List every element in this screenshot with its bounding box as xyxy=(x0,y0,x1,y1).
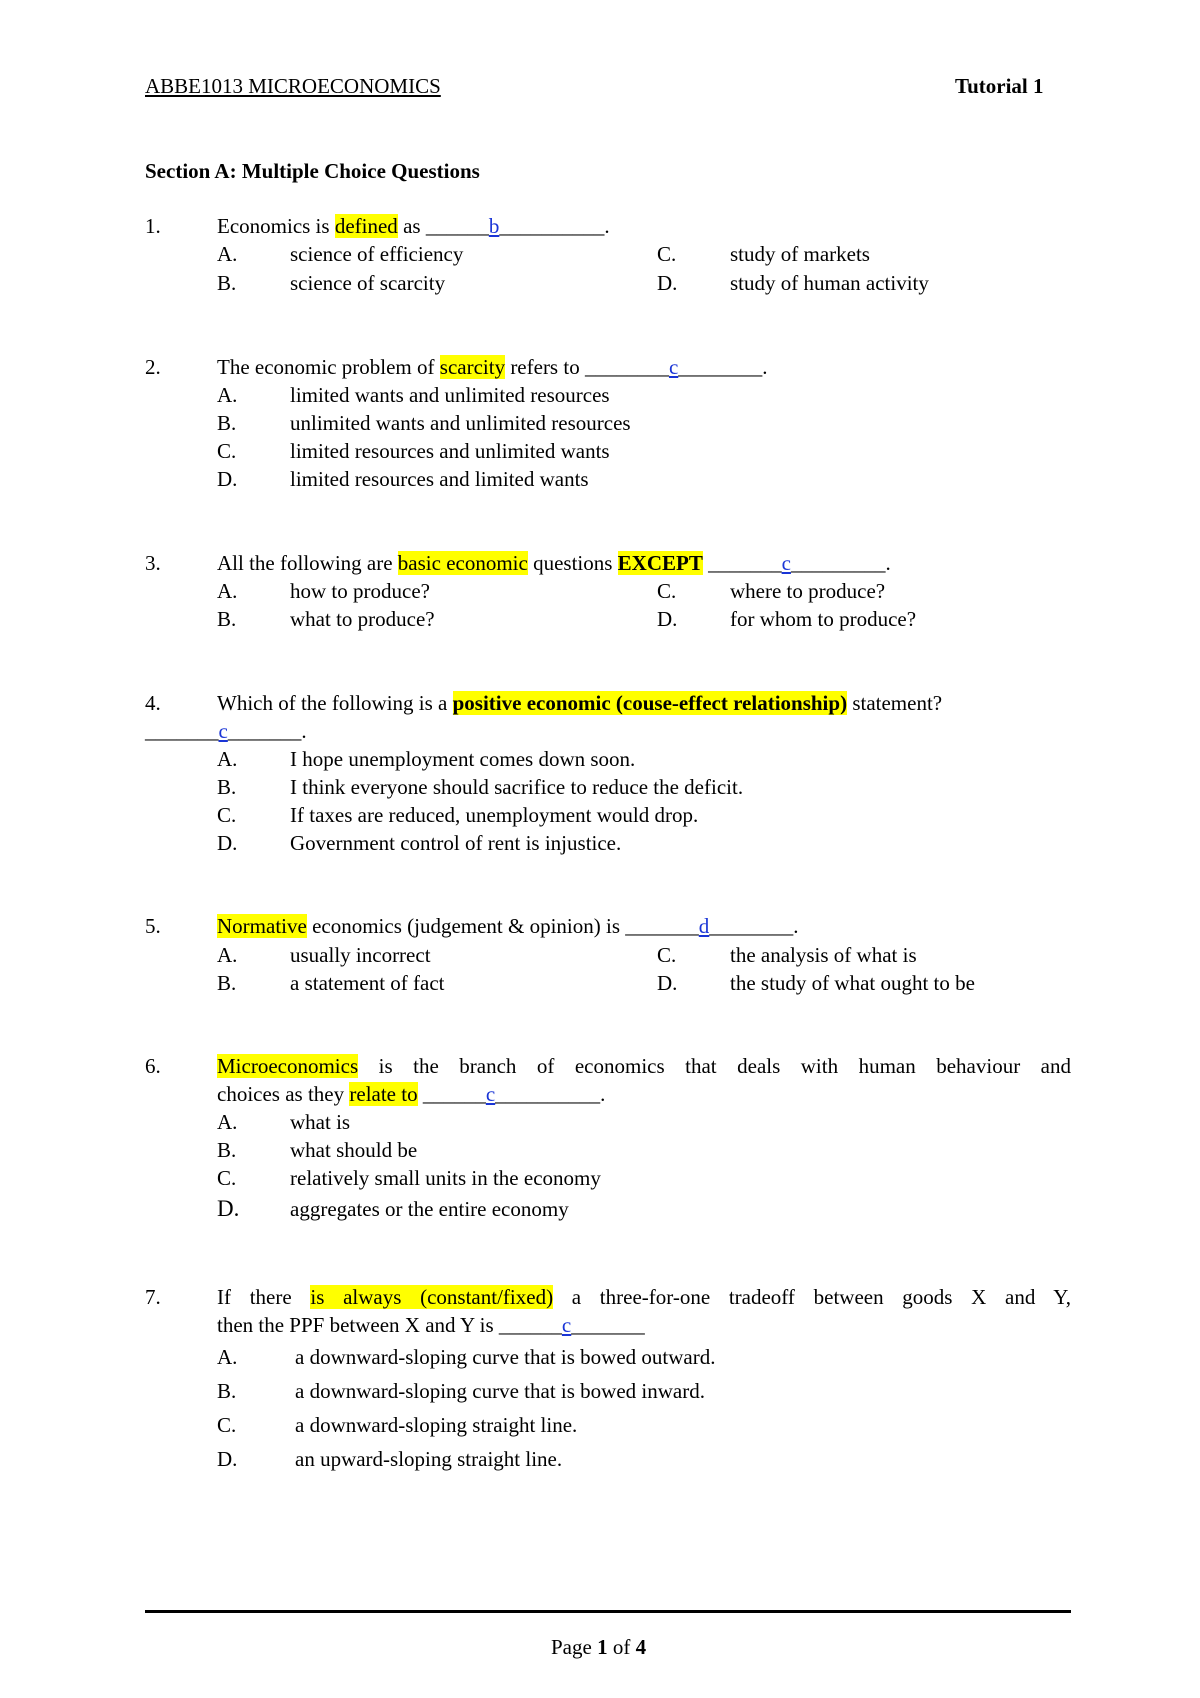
option-letter: D. xyxy=(217,1196,240,1221)
answer-blank: ________ xyxy=(678,355,763,379)
option-letter: B. xyxy=(217,1379,237,1403)
option-text: what should be xyxy=(290,1138,418,1162)
answer-blank: ______ xyxy=(417,1082,486,1106)
option-letter: B. xyxy=(217,607,237,631)
highlight: Microeconomics xyxy=(217,1054,359,1078)
total-pages: 4 xyxy=(635,1635,647,1659)
question-stem xyxy=(217,690,942,716)
option-letter: A. xyxy=(217,943,238,967)
answer-blank: _______ xyxy=(625,914,699,938)
answer-blank: ________ xyxy=(584,355,669,379)
highlight: scarcity xyxy=(439,355,506,379)
option-letter: D. xyxy=(217,831,238,855)
answer-blank: __________ xyxy=(495,1082,601,1106)
option-letter: C. xyxy=(657,242,677,266)
answer-blank: __________ xyxy=(499,214,605,238)
question-stem xyxy=(217,354,768,380)
stem-text: All the following are xyxy=(217,551,398,575)
stem-text: . xyxy=(793,914,799,938)
question-stem xyxy=(217,1284,1071,1310)
answer-blank: ______ xyxy=(498,1313,562,1337)
stem-text: . xyxy=(600,1082,606,1106)
stem-text: a three-for-one tradeoff between goods X and Y, xyxy=(553,1285,1071,1309)
answer: b xyxy=(488,214,500,238)
of-label: of xyxy=(607,1635,636,1659)
option-letter: B. xyxy=(217,775,237,799)
option-letter: C. xyxy=(657,579,677,603)
answer-blank: _________ xyxy=(790,551,886,575)
option-text: the analysis of what is xyxy=(730,943,917,967)
answer-blank: ________ xyxy=(709,914,794,938)
highlight: EXCEPT xyxy=(617,551,703,575)
option-text: limited wants and unlimited resources xyxy=(290,383,610,407)
stem-text: questions xyxy=(527,551,618,575)
question-number: 7. xyxy=(145,1285,161,1309)
highlight: is always (constant/fixed) xyxy=(310,1285,554,1309)
question-stem xyxy=(217,213,610,239)
current-page: 1 xyxy=(597,1635,608,1659)
option-text: limited resources and unlimited wants xyxy=(290,439,610,463)
option-letter: D. xyxy=(217,467,238,491)
stem-text: economics (judgement & opinion) is xyxy=(306,914,626,938)
question-stem-line-2 xyxy=(217,1312,645,1338)
option-letter: A. xyxy=(217,1110,238,1134)
option-letter: A. xyxy=(217,383,238,407)
highlight: relate to xyxy=(349,1082,418,1106)
footer-rule xyxy=(145,1610,1071,1613)
option-text: limited resources and limited wants xyxy=(290,467,589,491)
stem-text: statement? xyxy=(847,691,943,715)
stem-text: choices as they xyxy=(217,1082,350,1106)
option-letter: C. xyxy=(657,943,677,967)
option-text: how to produce? xyxy=(290,579,430,603)
option-letter: B. xyxy=(217,971,237,995)
answer: c xyxy=(561,1313,572,1337)
stem-text: . xyxy=(885,551,891,575)
option-letter: A. xyxy=(217,1345,238,1369)
option-text: usually incorrect xyxy=(290,943,431,967)
stem-text: Economics is xyxy=(217,214,335,238)
question-number: 5. xyxy=(145,914,161,938)
answer-blank: _______ xyxy=(702,551,782,575)
option-letter: A. xyxy=(217,747,238,771)
option-letter: C. xyxy=(217,1413,237,1437)
option-letter: B. xyxy=(217,411,237,435)
option-text: an upward-sloping straight line. xyxy=(295,1447,563,1471)
page-label: Page xyxy=(551,1635,598,1659)
answer-line xyxy=(145,718,307,744)
option-letter: A. xyxy=(217,579,238,603)
highlight: Normative xyxy=(217,914,307,938)
option-text: If taxes are reduced, unemployment would drop. xyxy=(290,803,699,827)
option-text: relatively small units in the economy xyxy=(290,1166,601,1190)
option-letter: B. xyxy=(217,271,237,295)
question-stem xyxy=(217,550,891,576)
option-text: study of human activity xyxy=(730,271,929,295)
option-letter: A. xyxy=(217,242,238,266)
course-title: ABBE1013 MICROECONOMICS xyxy=(145,74,441,98)
section-title: Section A: Multiple Choice Questions xyxy=(145,159,480,183)
option-text: aggregates or the entire economy xyxy=(290,1197,569,1221)
option-letter: B. xyxy=(217,1138,237,1162)
stem-text: as xyxy=(397,214,426,238)
question-stem xyxy=(217,1053,1071,1079)
option-letter: D. xyxy=(657,607,678,631)
question-number: 6. xyxy=(145,1054,161,1078)
question-number: 4. xyxy=(145,691,161,715)
option-text: science of scarcity xyxy=(290,271,446,295)
stem-text: The economic problem of xyxy=(217,355,440,379)
option-text: where to produce? xyxy=(730,579,886,603)
stem-text: refers to xyxy=(505,355,585,379)
stem-text: then the PPF between X and Y is xyxy=(217,1313,499,1337)
answer-blank: ______ xyxy=(425,214,489,238)
option-text: what to produce? xyxy=(290,607,435,631)
stem-text: Which of the following is a xyxy=(217,691,453,715)
stem-text: . xyxy=(301,719,307,743)
option-text: for whom to produce? xyxy=(730,607,917,631)
highlight: defined xyxy=(334,214,398,238)
option-text: a downward-sloping straight line. xyxy=(295,1413,578,1437)
stem-text: If there xyxy=(217,1285,311,1309)
question-stem xyxy=(217,913,799,939)
option-text: Government control of rent is injustice. xyxy=(290,831,622,855)
option-text: I think everyone should sacrifice to reduce the deficit. xyxy=(290,775,744,799)
option-letter: D. xyxy=(657,971,678,995)
stem-text: is the branch of economics that deals with human behaviour and xyxy=(358,1054,1071,1078)
answer: d xyxy=(698,914,710,938)
question-stem-line-2 xyxy=(217,1081,605,1107)
question-number: 2. xyxy=(145,355,161,379)
stem-text: . xyxy=(604,214,610,238)
option-letter: C. xyxy=(217,1166,237,1190)
option-text: unlimited wants and unlimited resources xyxy=(290,411,631,435)
option-text: the study of what ought to be xyxy=(730,971,975,995)
option-text: science of efficiency xyxy=(290,242,464,266)
option-text: a downward-sloping curve that is bowed outward. xyxy=(295,1345,716,1369)
highlight: basic economic xyxy=(397,551,528,575)
page-number xyxy=(551,1634,646,1660)
option-text: study of markets xyxy=(730,242,870,266)
tutorial-label: Tutorial 1 xyxy=(955,74,1044,98)
option-text: a statement of fact xyxy=(290,971,445,995)
answer: c xyxy=(218,719,228,743)
option-letter: C. xyxy=(217,803,237,827)
stem-text: . xyxy=(762,355,768,379)
answer-blank: _______ xyxy=(227,719,302,743)
highlight: positive economic (couse-effect relationship) xyxy=(452,691,848,715)
answer-blank: _______ xyxy=(571,1313,645,1337)
answer: c xyxy=(668,355,679,379)
option-text: a downward-sloping curve that is bowed inward. xyxy=(295,1379,705,1403)
answer: c xyxy=(781,551,791,575)
option-letter: D. xyxy=(657,271,678,295)
answer: c xyxy=(485,1082,496,1106)
question-number: 3. xyxy=(145,551,161,575)
option-text: what is xyxy=(290,1110,351,1134)
option-letter: D. xyxy=(217,1447,238,1471)
question-number: 1. xyxy=(145,214,161,238)
option-text: I hope unemployment comes down soon. xyxy=(290,747,636,771)
answer-blank: _______ xyxy=(145,719,219,743)
option-letter: C. xyxy=(217,439,237,463)
